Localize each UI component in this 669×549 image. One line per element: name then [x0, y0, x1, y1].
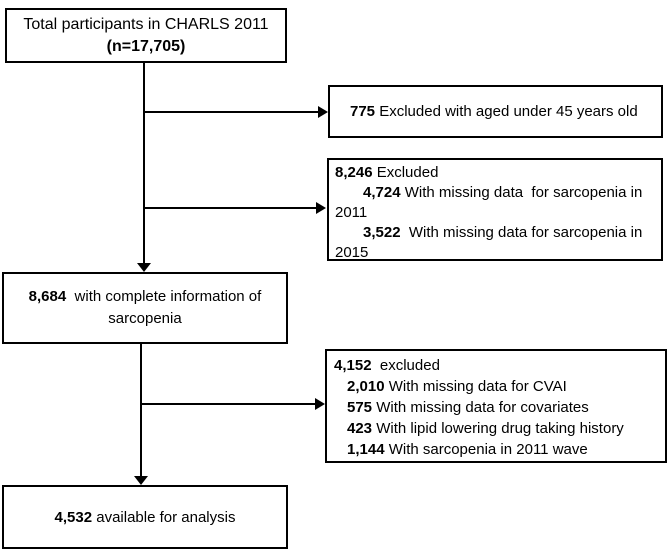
excluded2-line: 2015 — [335, 244, 369, 261]
arrowhead-right-excluded-age-icon — [318, 106, 328, 118]
total-participants-line1: Total participants in CHARLS 2011 — [23, 15, 269, 33]
box-total-participants — [5, 8, 287, 63]
connector-to-excluded-age — [144, 111, 319, 113]
box-excluded-age — [328, 85, 663, 138]
total-participants-n: (n=17,705) — [106, 37, 186, 55]
excluded3-line: 1,144 With sarcopenia in 2011 wave — [347, 441, 588, 458]
arrowhead-right-excluded-missing-icon — [316, 202, 326, 214]
final-analysis-text: 4,532 available for analysis — [54, 508, 236, 526]
excluded2-line: 3,522 With missing data for sarcopenia in — [363, 224, 643, 241]
excluded2-line: 2011 — [335, 204, 368, 221]
excluded-age-text: 775 Excluded with aged under 45 years old — [350, 103, 638, 120]
arrowhead-down-complete-icon — [137, 263, 151, 272]
complete-information-line1: 8,684 with complete information of — [28, 288, 262, 305]
connector-to-excluded-missing-sarcopenia — [144, 207, 317, 209]
excluded-age-count: 775 — [350, 103, 376, 120]
final-analysis-count: 4,532 — [54, 508, 93, 526]
box-final-analysis — [2, 485, 288, 549]
box-excluded-covariates — [325, 349, 667, 463]
connector-total-to-complete — [143, 62, 145, 265]
excluded2-line: 4,724 With missing data for sarcopenia in — [363, 184, 643, 201]
box-excluded-missing-sarcopenia — [327, 158, 663, 261]
excluded3-line: 575 With missing data for covariates — [347, 399, 589, 416]
box-complete-information — [2, 272, 288, 344]
arrowhead-down-final-icon — [134, 476, 148, 485]
excluded3-line: 2,010 With missing data for CVAI — [347, 378, 567, 395]
excluded3-line: 423 With lipid lowering drug taking history — [347, 420, 624, 437]
complete-information-line2: sarcopenia — [108, 310, 182, 327]
excluded2-line: 8,246 Excluded — [335, 164, 439, 181]
connector-complete-to-final — [140, 343, 142, 478]
connector-to-excluded-covariates — [141, 403, 316, 405]
arrowhead-right-excluded-covariates-icon — [315, 398, 325, 410]
excluded3-line: 4,152 excluded — [334, 357, 440, 374]
